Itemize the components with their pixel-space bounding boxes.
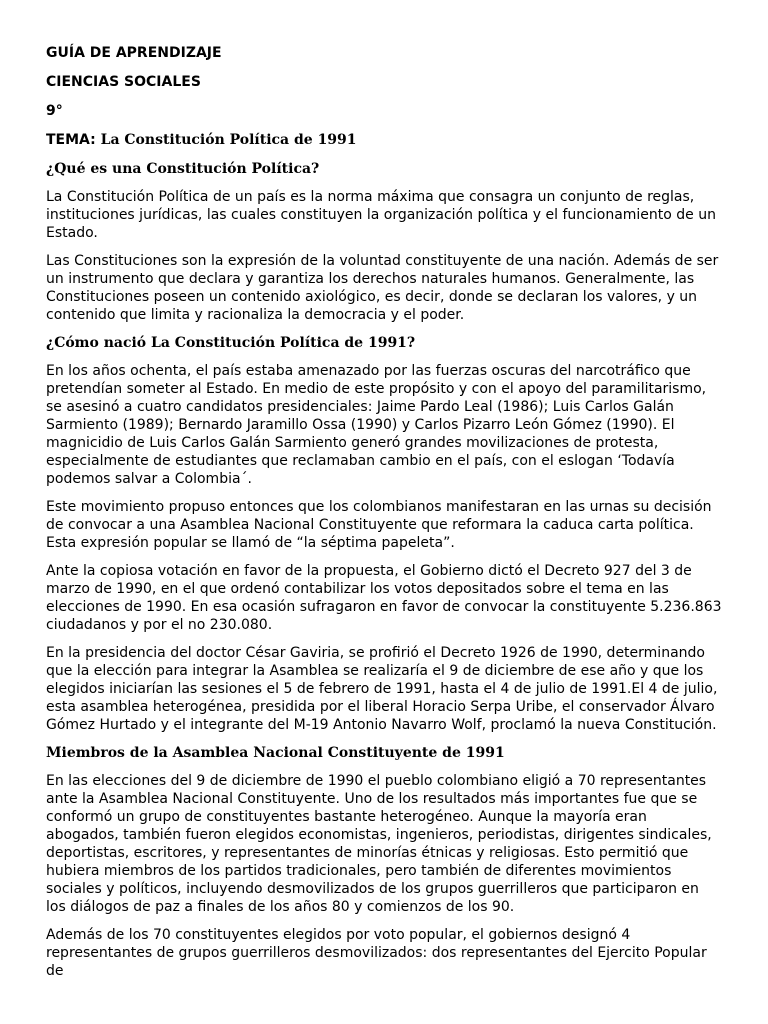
paragraph: Además de los 70 constituyentes elegidos por voto popular, el gobiernos designó 4 representantes de grupos guerrilleros desmovilizados: dos representantes del Ejercito Popular de: [46, 927, 707, 979]
paragraph: Este movimiento propuso entonces que los colombianos manifestaran en las urnas su decisión de convocar a una Asamblea Nacional Constituyente que reformara la caduca carta política. Esta expresión popular se llamó de “la séptima papeleta”.: [46, 499, 712, 551]
topic-heading: [46, 131, 722, 149]
section-title-what-is: ¿Qué es una Constitución Política?: [46, 161, 320, 177]
section-title-members: Miembros de la Asamblea Nacional Constituyente de 1991: [46, 745, 505, 761]
topic-text: La Constitución Política de 1991: [95, 132, 357, 148]
topic-label: TEMA:: [46, 132, 96, 148]
paragraph: Las Constituciones son la expresión de la voluntad constituyente de una nación. Además de ser un instrumento que declara y garantiza los derechos naturales humanos. Generalmente, las Constituciones poseen un contenido axiológico, es decir, donde se declaran los valores, y un contenido que limita y racionaliza la democracia y el poder.: [46, 253, 719, 323]
guide-title: GUÍA DE APRENDIZAJE: [46, 45, 222, 61]
paragraph: En los años ochenta, el país estaba amenazado por las fuerzas oscuras del narcotráfico que pretendían someter al Estado. En medio de este propósito y con el apoyo del paramilitarismo, se asesinó a cuatro candidatos presidenciales: Jaime Pardo Leal (1986); Luis Carlos Galán Sarmiento (1989); Bernardo Jaramillo Ossa (1990) y Carlos Pizarro León Gómez (1990). El magnicidio de Luis Carlos Galán Sarmiento generó grandes movilizaciones de protesta, especialmente de estudiantes que reclamaban cambio en el país, con el eslogan ‘Todavía podemos salvar a Colombia´.: [46, 363, 707, 487]
paragraph: Ante la copiosa votación en favor de la propuesta, el Gobierno dictó el Decreto 927 del 3 de marzo de 1990, en el que ordenó contabilizar los votos depositados sobre el tema en las elecciones de 1990. En esa ocasión sufragaron en favor de convocar la constituyente 5.236.863 ciudadanos y por el no 230.080.: [46, 563, 722, 633]
paragraph: En la presidencia del doctor César Gaviria, se profirió el Decreto 1926 de 1990, determinando que la elección para integrar la Asamblea se realizaría el 9 de diciembre de ese año y que los elegidos iniciarían las sesiones el 5 de febrero de 1991, hasta el 4 de julio de 1991.El 4 de julio, esta asamblea heterogénea, presidida por el liberal Horacio Serpa Uribe, el conservador Álvaro Gómez Hurtado y el integrante del M-19 Antonio Navarro Wolf, proclamó la nueva Constitución.: [46, 645, 718, 733]
paragraph: La Constitución Política de un país es la norma máxima que consagra un conjunto de reglas, instituciones jurídicas, las cuales constituyen la organización política y el funcionamiento de un Estado.: [46, 189, 716, 241]
grade-label: 9°: [46, 103, 63, 119]
paragraph: En las elecciones del 9 de diciembre de 1990 el pueblo colombiano eligió a 70 representantes ante la Asamblea Nacional Constituyente. Uno de los resultados más importantes fue que se conformó un grupo de constituyentes bastante heterogéneo. Aunque la mayoría eran abogados, también fueron elegidos economistas, ingenieros, periodistas, dirigentes sindicales, deportistas, escritores, y representantes de minorías étnicas y religiosas. Esto permitió que hubiera miembros de los partidos tradicionales, pero también de diferentes movimientos sociales y políticos, incluyendo desmovilizados de los grupos guerrilleros que participaron en los diálogos de paz a finales de los años 80 y comienzos de los 90.: [46, 773, 712, 915]
section-title-origin: ¿Cómo nació La Constitución Política de 1991?: [46, 335, 416, 351]
subject-title: CIENCIAS SOCIALES: [46, 74, 201, 90]
